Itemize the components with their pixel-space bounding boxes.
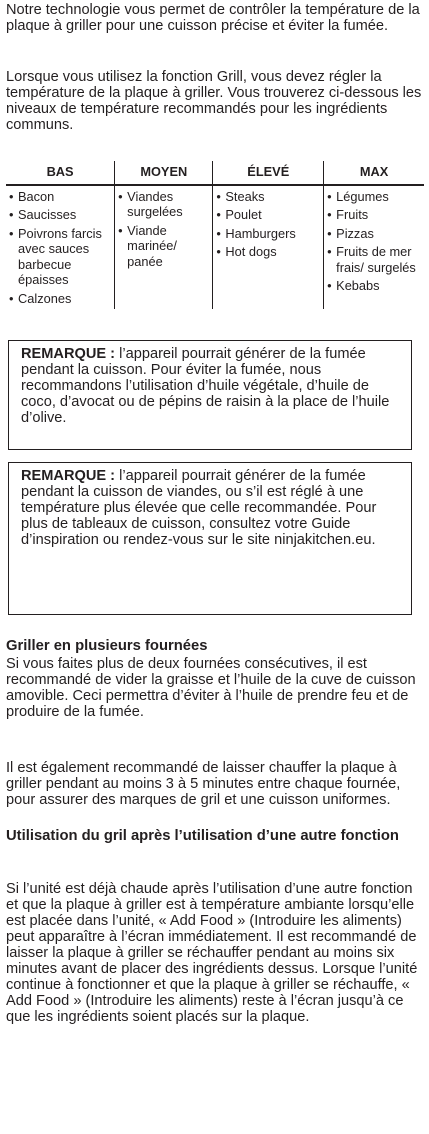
note-text: l’appareil pourrait générer de la fumée pendant la cuisson. Pour éviter la fumée, nous recommandons l’utilisation d’huile végétale, d’huile de coco, d’avocat ou de pépins de raisin à la place de l’huile d’olive. [21, 346, 390, 426]
table-header-row [6, 161, 424, 185]
list-item: • Kebabs [327, 278, 424, 294]
list-item: • Steaks [216, 189, 323, 205]
grill-after-function-paragraph: Si l’unité est déjà chaude après l’utilisation d’une autre fonction et que la plaque à griller est à température ambiante lorsqu’elle est placée dans l’unité, « Add Food » (Introduire les aliments) peut apparaître à l’écran immédiatement. Il est recommandé de laisser la plaque à griller se réchauffer pendant au moins six minutes avant de placer des ingrédients dessus. Lorsque l’unité continue à fonctionner et que la plaque à griller se réchauffe, « Add Food » (Introduire les aliments) reste à l’écran jusqu’à ce que les ingrédients soient placés sur la plaque. [6, 881, 418, 1025]
list-item: • Calzones [9, 291, 114, 307]
column-moyen [115, 185, 213, 310]
list-item: • Viande marinée/ panée [118, 223, 212, 270]
section-heading-grill-after-function: Utilisation du gril après l’utilisation d’une autre fonction [6, 828, 399, 844]
list-item: • Légumes [327, 189, 424, 205]
note-label: REMARQUE : [21, 346, 116, 362]
column-bas [6, 185, 115, 310]
section-heading-batches: Griller en plusieurs fournées [6, 638, 208, 654]
column-header-bas: BAS [6, 161, 115, 185]
intro-paragraph-2: Lorsque vous utilisez la fonction Grill, vous devez régler la température de la plaque à griller. Vous trouverez ci-dessous les niveaux de température recommandés pour les ingrédients communs. [6, 69, 422, 133]
list-item: • Hot dogs [216, 244, 323, 260]
list-item: • Poivrons farcis avec sauces barbecue épaisses [9, 226, 114, 288]
list-item: • Hamburgers [216, 226, 323, 242]
list-item: • Bacon [9, 189, 114, 205]
list-item: • Poulet [216, 207, 323, 223]
intro-paragraph-1: Notre technologie vous permet de contrôler la température de la plaque à griller pour une cuisson précise et éviter la fumée. [6, 2, 420, 34]
batches-paragraph-1: Si vous faites plus de deux fournées consécutives, il est recommandé de vider la graisse et l’huile de la cuve de cuisson amovible. Ceci permettra d’éviter à l’huile de prendre feu et de produire de la fumée. [6, 656, 416, 720]
ingredient-list [9, 189, 114, 307]
note-label: REMARQUE : [21, 468, 116, 484]
column-header-max: MAX [324, 161, 424, 185]
list-item: • Pizzas [327, 226, 424, 242]
list-item: • Saucisses [9, 207, 114, 223]
ingredient-list [216, 189, 323, 260]
list-item: • Fruits [327, 207, 424, 223]
column-header-eleve: ÉLEVÉ [213, 161, 324, 185]
list-item: • Fruits de mer frais/ surgelés [327, 244, 424, 275]
column-eleve [213, 185, 324, 310]
note-text: l’appareil pourrait générer de la fumée pendant la cuisson de viandes, ou s’il est réglé à une température plus élevée que celle recommandée. Pour plus de tableaux de cuisson, consultez votre Guide d’inspiration ou rendez-vous sur le site ninjakitchen.eu. [21, 468, 377, 548]
list-item: • Viandes surgelées [118, 189, 212, 220]
grill-temperature-table [6, 161, 424, 309]
batches-paragraph-2: Il est également recommandé de laisser chauffer la plaque à griller pendant au moins 3 à 5 minutes entre chaque fournée, pour assurer des marques de gril et une cuisson uniformes. [6, 760, 401, 808]
smoke-meat-note-box [8, 462, 412, 615]
smoke-oil-note-box [8, 340, 412, 450]
ingredient-list [118, 189, 212, 270]
column-header-moyen: MOYEN [115, 161, 213, 185]
table-row [6, 185, 424, 310]
column-max [324, 185, 424, 310]
ingredient-list [327, 189, 424, 294]
